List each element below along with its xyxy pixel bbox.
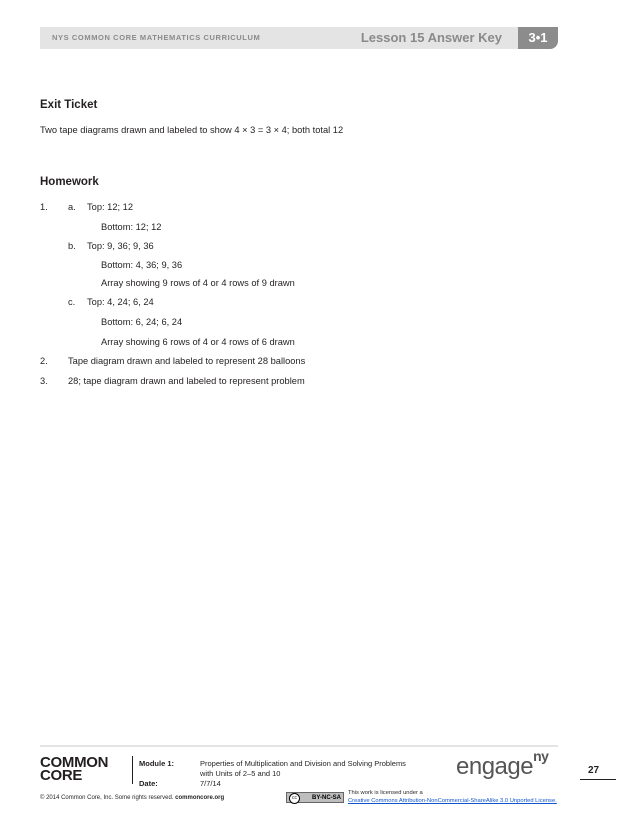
- answer-line: Array showing 9 rows of 4 or 4 rows of 9 drawn: [101, 278, 295, 288]
- module-label: Module 1:: [139, 759, 174, 768]
- grade-module-badge: 3•1: [518, 27, 558, 49]
- footer-rule: [40, 745, 558, 747]
- footer-divider: [132, 756, 133, 784]
- exit-ticket-answer: Two tape diagrams drawn and labeled to show 4 × 3 = 3 × 4; both total 12: [40, 125, 344, 135]
- page-number-underline: [580, 779, 616, 780]
- exit-ticket-heading: Exit Ticket: [40, 99, 98, 111]
- question-number: 2.: [40, 356, 48, 366]
- answer-line: Array showing 6 rows of 4 or 4 rows of 6 drawn: [101, 337, 295, 347]
- module-title-line: with Units of 2–5 and 10: [200, 769, 281, 778]
- license-link[interactable]: Creative Commons Attribution-NonCommercial-ShareAlike 3.0 Unported License.: [348, 798, 557, 804]
- page-number: 27: [588, 765, 600, 776]
- date-label: Date:: [139, 779, 158, 788]
- date-value: 7/7/14: [200, 779, 221, 788]
- curriculum-title: NYS COMMON CORE MATHEMATICS CURRICULUM: [52, 33, 261, 42]
- license-text: This work is licensed under a: [348, 790, 423, 796]
- answer-line: Bottom: 6, 24; 6, 24: [101, 317, 183, 327]
- page-header: [40, 27, 558, 49]
- question-number: 3.: [40, 376, 48, 386]
- module-title-line: Properties of Multiplication and Division and Solving Problems: [200, 759, 406, 768]
- creative-commons-icon: cc: [289, 793, 300, 804]
- part-letter: b.: [68, 241, 76, 251]
- engageny-logo: engage$^{ny}$: [456, 748, 549, 780]
- logo-line: CORE: [40, 767, 83, 784]
- answer-line: Bottom: 12; 12: [101, 222, 162, 232]
- common-core-logo: [40, 756, 108, 782]
- answer-line: Top: 9, 36; 9, 36: [87, 241, 154, 251]
- license-badge[interactable]: BY-NC-SA: [286, 792, 344, 803]
- answer-line: Top: 12; 12: [87, 202, 134, 212]
- homework-heading: Homework: [40, 176, 99, 188]
- logo-line: COMMON: [40, 754, 109, 771]
- lesson-title: Lesson 15 Answer Key: [360, 30, 502, 45]
- answer-line: 28; tape diagram drawn and labeled to represent problem: [68, 376, 305, 386]
- answer-line: Tape diagram drawn and labeled to represent 28 balloons: [68, 356, 306, 366]
- answer-line: Top: 4, 24; 6, 24: [87, 297, 154, 307]
- question-number: 1.: [40, 202, 48, 212]
- answer-line: Bottom: 4, 36; 9, 36: [101, 260, 183, 270]
- copyright-notice: © 2014 Common Core, Inc. Some rights reserved. commoncore.org: [40, 795, 225, 801]
- part-letter: c.: [68, 297, 76, 307]
- part-letter: a.: [68, 202, 76, 212]
